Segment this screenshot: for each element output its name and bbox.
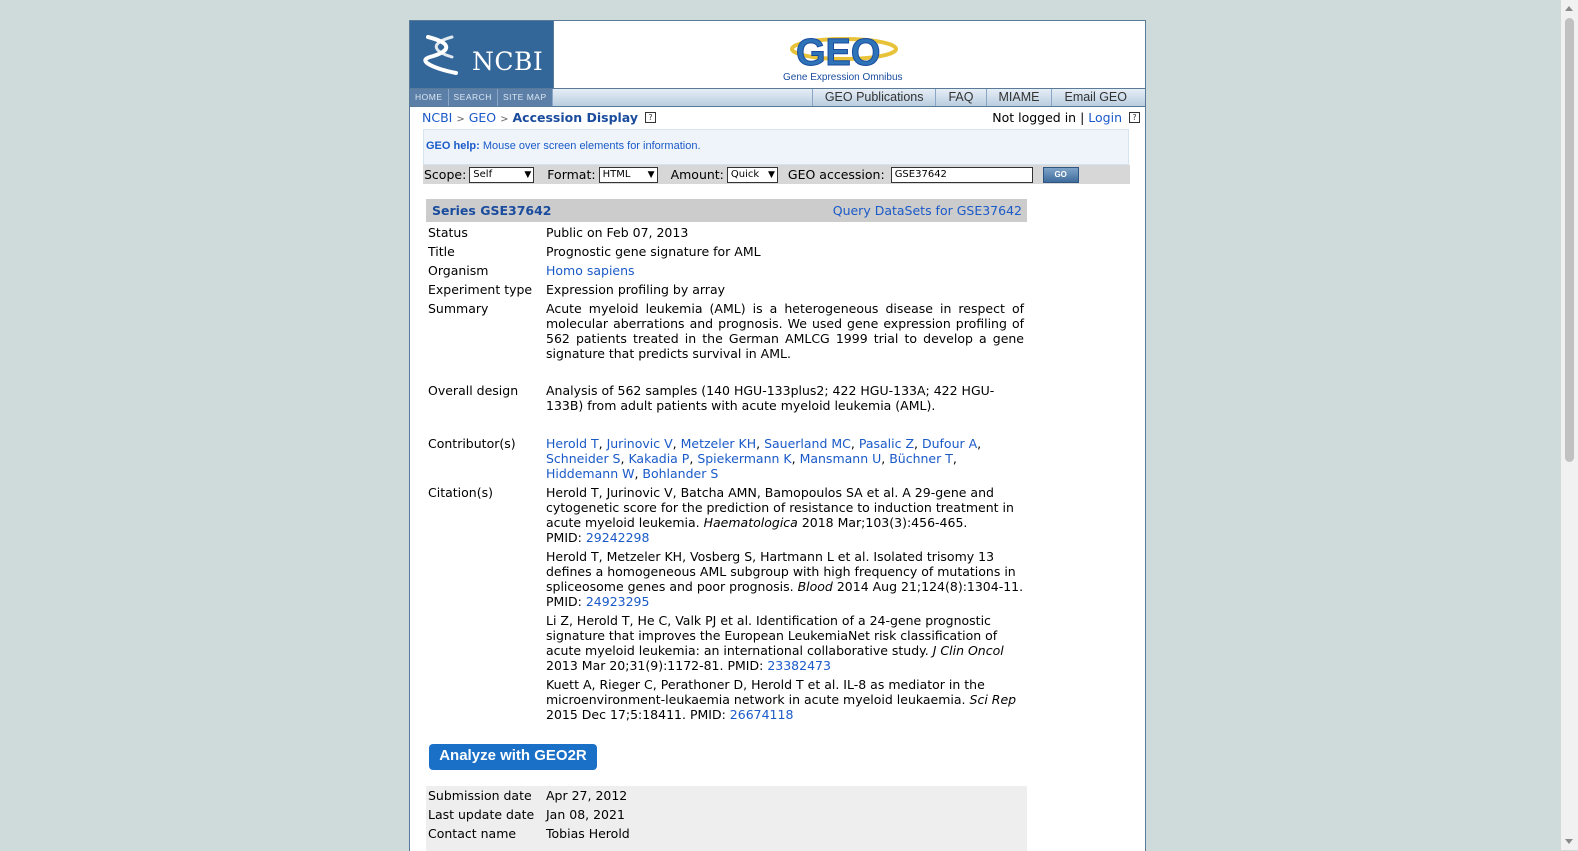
analyze-geo2r-button[interactable]: Analyze with GEO2R	[429, 744, 597, 770]
citation	[546, 677, 1024, 722]
login-divider: |	[1080, 110, 1085, 125]
help-text: Mouse over screen elements for information.	[482, 140, 701, 152]
accession-input[interactable]: GSE37642	[891, 167, 1033, 183]
pmid-label: PMID:	[689, 707, 726, 722]
status-label: Status	[428, 225, 468, 240]
title-value: Prognostic gene signature for AML	[546, 244, 761, 259]
breadcrumb-separator: >	[456, 114, 465, 125]
citation-text: Herold T, Metzeler KH, Vosberg S, Hartmann L et al. Isolated trisomy 13 defines a homogeneous AML subgroup with high frequency of mutations in spliceosome genes and poor prognosis.	[546, 549, 1016, 594]
format-value: HTML	[602, 168, 631, 180]
citation-journal: Blood	[797, 579, 833, 594]
citation-journal: J Clin Oncol	[932, 643, 1004, 658]
citations-list	[546, 485, 1024, 722]
chevron-down-icon: ▼	[767, 169, 775, 180]
summary-text: Acute myeloid leukemia (AML) is a heterogeneous disease in respect of molecular aberrations and prognosis. We used gene expression profiling of 562 patients treated in the German AMLCG 1999 trial to develop a gene signature that predicts survival in AML.	[546, 301, 1024, 361]
citation	[546, 613, 1024, 673]
query-datasets-link[interactable]: Query DataSets for GSE37642	[832, 203, 1022, 218]
citation-text: Herold T, Jurinovic V, Batcha AMN, Bamopoulos SA et al. A 29-gene and cytogenetic score for the prediction of resistance to induction treatment in acute myeloid leukemia.	[546, 485, 1014, 530]
citation-journal: Haematologica	[703, 515, 798, 530]
contributor-link[interactable]: Spiekermann K	[697, 451, 792, 466]
scope-select[interactable]	[469, 167, 534, 183]
scroll-down-icon[interactable]	[1565, 839, 1573, 844]
login-status: Not logged in	[992, 110, 1077, 125]
contact-label: Contact name	[428, 826, 517, 841]
citation-ref: 2014 Aug 21;124(8):1304-11.	[836, 579, 1024, 594]
contributor-link[interactable]: Sauerland MC	[764, 436, 851, 451]
citation	[546, 485, 1024, 545]
geo-logo-text: GEO	[796, 32, 881, 74]
contributor-link[interactable]: Mansmann U	[799, 451, 882, 466]
scope-label: Scope:	[424, 167, 467, 182]
format-label: Format:	[547, 167, 596, 182]
pmid-label: PMID:	[546, 530, 582, 545]
pmid-link[interactable]: 23382473	[767, 658, 831, 673]
organism-label: Organism	[428, 263, 489, 278]
contributor-link[interactable]: Hiddemann W	[546, 466, 635, 481]
contributor-link[interactable]: Metzeler KH	[680, 436, 757, 451]
pmid-label: PMID:	[727, 658, 764, 673]
citation	[546, 549, 1024, 609]
nav-bar	[410, 88, 1145, 107]
citation-ref: 2018 Mar;103(3):456-465.	[801, 515, 968, 530]
display-controls	[423, 165, 1130, 184]
contributors-list: Herold T, Jurinovic V, Metzeler KH, Sauerland MC, Pasalic Z, Dufour A, Schneider S, Kakadia P, Spiekermann K, Mansmann U, Büchner T, Hiddemann W, Bohlander S	[546, 436, 982, 481]
help-icon[interactable]: ?	[645, 112, 656, 123]
login-area	[992, 110, 1140, 125]
amount-select[interactable]	[727, 167, 778, 183]
citation-journal: Sci Rep	[969, 692, 1017, 707]
submission-label: Submission date	[428, 788, 532, 803]
contributor-link[interactable]: Kakadia P	[628, 451, 690, 466]
series-title: Series GSE37642	[432, 203, 552, 218]
nav-email-geo[interactable]: Email GEO	[1051, 89, 1139, 106]
nav-geo-publications[interactable]: GEO Publications	[812, 89, 936, 106]
organism-link[interactable]: Homo sapiens	[546, 263, 635, 278]
page-frame	[409, 20, 1146, 851]
breadcrumb	[422, 110, 656, 125]
help-label: GEO help:	[426, 140, 480, 152]
pmid-link[interactable]: 24923295	[585, 594, 650, 609]
ncbi-logo[interactable]	[410, 21, 554, 88]
citation-text: Kuett A, Rieger C, Perathoner D, Herold T et al. IL-8 as mediator in the microenvironment-leukaemia network in acute myeloid leukaemia.	[546, 677, 985, 707]
pmid-label: PMID:	[546, 594, 582, 609]
breadcrumb-ncbi[interactable]: NCBI	[422, 110, 453, 125]
go-button[interactable]: GO	[1043, 167, 1079, 183]
contributor-link[interactable]: Dufour A	[921, 436, 978, 451]
pmid-link[interactable]: 29242298	[585, 530, 650, 545]
nav-miame[interactable]: MIAME	[986, 89, 1052, 106]
status-value: Public on Feb 07, 2013	[546, 225, 689, 240]
citation-ref: 2013 Mar 20;31(9):1172-81.	[546, 658, 724, 673]
page-scrollbar[interactable]	[1561, 0, 1578, 850]
ncbi-nav	[410, 89, 553, 106]
geo-nav	[812, 89, 1139, 106]
scope-value: Self	[473, 168, 493, 180]
overall-design-label: Overall design	[428, 383, 519, 398]
amount-label: Amount:	[670, 167, 724, 182]
contributor-link[interactable]: Bohlander S	[642, 466, 719, 481]
overall-design-text: Analysis of 562 samples (140 HGU-133plus2; 422 HGU-133A; 422 HGU-133B) from adult patients with acute myeloid leukemia (AML).	[546, 383, 995, 413]
breadcrumb-separator: >	[500, 114, 509, 125]
nav-home[interactable]: HOME	[410, 89, 449, 106]
nav-faq[interactable]: FAQ	[935, 89, 985, 106]
nav-search[interactable]: SEARCH	[449, 89, 498, 106]
chevron-down-icon: ▼	[647, 169, 655, 180]
dna-helix-icon	[422, 33, 462, 77]
title-label: Title	[428, 244, 455, 259]
contact-value: Tobias Herold	[546, 826, 630, 841]
help-box	[423, 129, 1129, 165]
summary-label: Summary	[428, 301, 489, 316]
experiment-type-label: Experiment type	[428, 282, 533, 297]
breadcrumb-geo[interactable]: GEO	[468, 110, 497, 125]
amount-value: Quick	[730, 168, 760, 180]
login-link[interactable]: Login	[1088, 110, 1123, 125]
contributor-link[interactable]: Schneider S	[546, 451, 621, 466]
geo-subtitle: Gene Expression Omnibus	[783, 72, 903, 83]
ncbi-logo-text: NCBI	[472, 47, 544, 76]
breadcrumb-current: Accession Display	[512, 110, 639, 125]
contributor-link[interactable]: Herold T	[546, 436, 599, 451]
contributor-link[interactable]: Büchner T	[889, 451, 953, 466]
series-header	[426, 199, 1027, 222]
citations-label: Citation(s)	[428, 485, 493, 500]
experiment-type-value: Expression profiling by array	[546, 282, 726, 297]
scrollbar-thumb[interactable]	[1565, 18, 1574, 462]
accession-label: GEO accession:	[787, 167, 885, 182]
submission-value: Apr 27, 2012	[546, 788, 628, 803]
chevron-down-icon: ▼	[524, 169, 532, 180]
contributor-link[interactable]: Pasalic Z	[858, 436, 915, 451]
last-update-value: Jan 08, 2021	[546, 807, 625, 822]
pmid-link[interactable]: 26674118	[729, 707, 794, 722]
contributor-link[interactable]: Jurinovic V	[606, 436, 673, 451]
help-icon[interactable]: ?	[1129, 112, 1140, 123]
format-select[interactable]	[599, 167, 658, 183]
nav-site-map[interactable]: SITE MAP	[498, 89, 553, 106]
contributors-label: Contributor(s)	[428, 436, 516, 451]
citation-text: Li Z, Herold T, He C, Valk PJ et al. Identification of a 24-gene prognostic signature that improves the European LeukemiaNet risk classification of acute myeloid leukemia: an international collaborative study.	[546, 613, 998, 658]
citation-ref: 2015 Dec 17;5:18411.	[546, 707, 686, 722]
last-update-label: Last update date	[428, 807, 535, 822]
scroll-up-icon[interactable]	[1565, 6, 1573, 11]
